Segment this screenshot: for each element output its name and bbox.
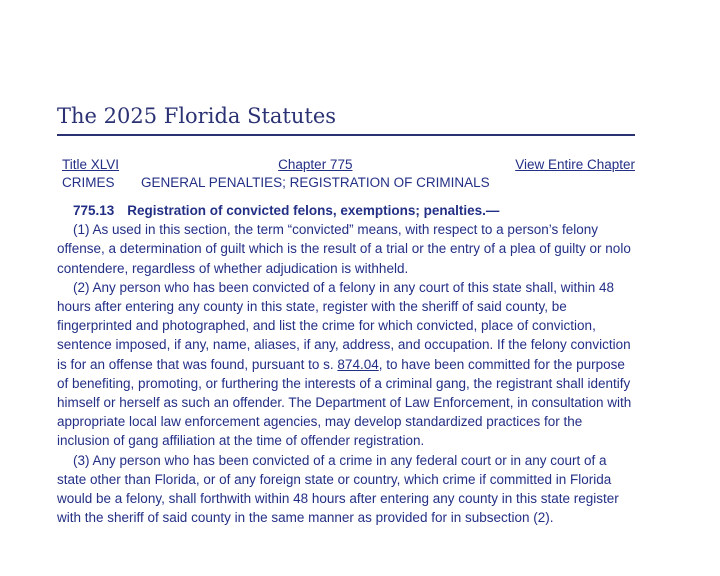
statute-ref-874-04-link[interactable]: 874.04	[337, 356, 379, 372]
nav-chapter-column	[141, 156, 490, 191]
paragraph-1-text: As used in this section, the term “convicted” means, with respect to a person’s felony offense, a determination of guilt which is the result of a trial or the entry of a plea of guilty or nolo contendere, regardless of whether adjudication is withheld.	[57, 222, 631, 276]
page-title: The 2025 Florida Statutes	[57, 104, 337, 128]
statute-paragraph-3	[57, 451, 635, 528]
nav-view-column	[512, 156, 635, 191]
view-entire-chapter-link[interactable]: View Entire Chapter	[515, 157, 635, 172]
statute-heading	[57, 201, 635, 220]
chapter-nav	[57, 156, 635, 191]
paragraph-1-label: (1)	[73, 222, 90, 238]
paragraph-3-text: Any person who has been convicted of a crime in any federal court or in any court of a state other than Florida, or of any foreign state or country, which crime if committed in Florida would be a felony, shall forthwith within 48 hours after entering any county in this state register with the sheriff of said county in the same manner as provided for in subsection (2).	[57, 452, 619, 526]
title-name-label: CRIMES	[62, 174, 115, 190]
statute-body	[57, 201, 635, 527]
nav-title-column	[62, 156, 119, 191]
paragraph-2-text-after-link: , to have been committed for the purpose of benefiting, promoting, or furthering the interests of a criminal gang, the registrant shall identify himself or herself as such an offender. The Department of Law Enforcement, in consultation with appropriate local law enforcement agencies, may develop standardized practices for the inclusion of gang affiliation at the time of offender registration.	[57, 356, 632, 449]
statute-catchline: Registration of convicted felons, exemptions; penalties.—	[127, 203, 500, 218]
chapter-name-label: GENERAL PENALTIES; REGISTRATION OF CRIMINALS	[141, 174, 490, 190]
paragraph-3-label: (3)	[73, 452, 90, 468]
title-rule	[57, 134, 635, 136]
title-xlvi-link[interactable]: Title XLVI	[62, 157, 120, 172]
statute-number: 775.13	[73, 203, 115, 218]
statute-paragraph-2	[57, 278, 635, 451]
paragraph-2-label: (2)	[73, 279, 90, 295]
paragraph-2-text-before-link: Any person who has been convicted of a felony in any court of this state shall, within 48 hours after entering any county in this state, register with the sheriff of said county, be fingerprinted and photographed, and list the crime for which convicted, place of conviction, sentence imposed, if any, name, aliases, if any, address, and occupation. If the felony conviction is for an offense that was found, pursuant to s.	[57, 279, 631, 372]
statute-paragraph-1	[57, 220, 635, 278]
chapter-775-link[interactable]: Chapter 775	[278, 157, 353, 172]
